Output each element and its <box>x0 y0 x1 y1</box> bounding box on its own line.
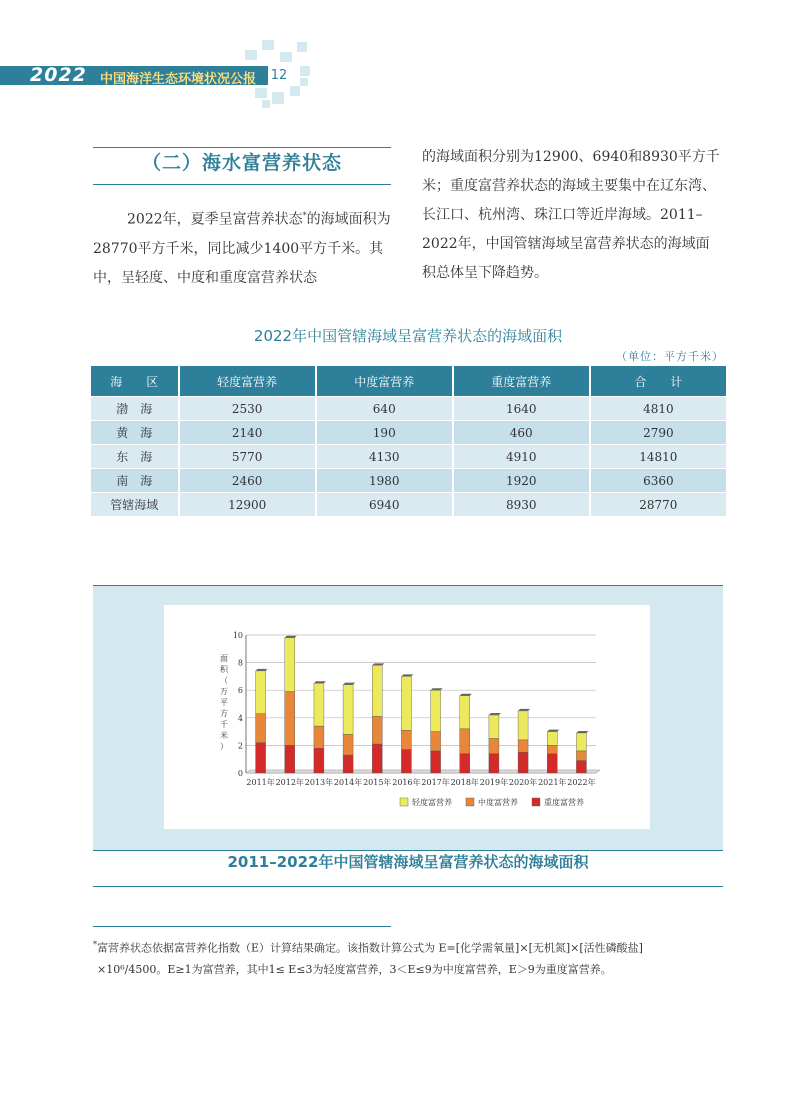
y-tick-label: 2 <box>237 741 243 751</box>
chart-canvas <box>164 605 650 829</box>
footnote <box>93 934 733 980</box>
bar-segment <box>314 683 324 726</box>
chart-caption: 2011–2022年中国管辖海域呈富营养状态的海域面积 <box>93 850 723 887</box>
table-row <box>91 397 726 421</box>
table-header-row <box>91 366 726 397</box>
x-tick-label: 2022年 <box>567 778 596 787</box>
table-cell: 2140 <box>179 421 316 445</box>
bar-segment <box>547 745 557 753</box>
bar-cap <box>460 694 472 696</box>
y-axis-label-char: ） <box>220 742 228 751</box>
table-cell: 1920 <box>453 469 590 493</box>
table-cell: 管辖海域 <box>91 493 179 517</box>
section-heading <box>93 147 391 185</box>
table-cell: 黄 海 <box>91 421 179 445</box>
legend-label: 轻度富营养 <box>412 798 452 807</box>
paragraph-left: 2022年，夏季呈富营养状态*的海域面积为28770平方千米，同比减少1400平方千米。其中，呈轻度、中度和重度富营养状态 <box>93 211 391 286</box>
table-cell: 5770 <box>179 445 316 469</box>
bar-segment <box>518 752 528 773</box>
legend-swatch <box>400 798 408 806</box>
table-cell: 1640 <box>453 397 590 421</box>
eutrophication-table <box>91 366 726 516</box>
y-tick-label: 10 <box>232 631 243 640</box>
table-cell: 2460 <box>179 469 316 493</box>
bar-segment <box>401 730 411 749</box>
bar-segment <box>576 761 586 773</box>
bar-segment <box>343 734 353 755</box>
header-year: 2022 <box>30 64 87 86</box>
bar-segment <box>401 676 411 730</box>
table-cell: 1980 <box>316 469 453 493</box>
table-cell: 28770 <box>590 493 726 517</box>
bar-segment <box>460 729 470 754</box>
bar-cap <box>576 731 588 733</box>
table-cell: 2530 <box>179 397 316 421</box>
bar-cap <box>256 669 268 671</box>
footnote-divider <box>93 926 391 927</box>
bar-cap <box>285 636 297 638</box>
header-cell: 重度富营养 <box>453 366 590 397</box>
paragraph-right: 的海域面积分别为12900、6940和8930平方千米；重度富营养状态的海域主要集中在辽东湾、长江口、杭州湾、珠江口等近岸海域。2011–2022年，中国管辖海域呈富营养状态的海域面积总体呈下降趋势。 <box>422 149 720 281</box>
x-tick-label: 2012年 <box>275 778 304 787</box>
x-tick-label: 2014年 <box>333 778 363 787</box>
table-row <box>91 421 726 445</box>
bar-cap <box>343 683 355 685</box>
bar-segment <box>285 745 295 773</box>
x-tick-label: 2021年 <box>538 778 567 787</box>
table-cell: 4810 <box>590 397 726 421</box>
x-tick-label: 2016年 <box>392 778 421 787</box>
table-unit: （单位：平方千米） <box>616 350 724 363</box>
page-header <box>0 0 805 110</box>
y-axis-label-char: 米 <box>220 731 228 740</box>
y-axis-label-char: 方 <box>220 709 228 718</box>
bar-cap <box>431 688 443 690</box>
bar-segment <box>518 740 528 752</box>
bar-segment <box>489 715 499 738</box>
y-axis-label-char: 积 <box>220 665 228 674</box>
bar-segment <box>460 754 470 773</box>
y-axis-label-char: 面 <box>220 654 228 663</box>
table-cell: 640 <box>316 397 453 421</box>
bar-segment <box>372 716 382 744</box>
bar-segment <box>285 692 295 746</box>
table-cell: 渤 海 <box>91 397 179 421</box>
table-cell: 东 海 <box>91 445 179 469</box>
header-title: 中国海洋生态环境状况公报 <box>100 72 257 87</box>
legend-label: 中度富营养 <box>478 798 518 807</box>
table-cell: 南 海 <box>91 469 179 493</box>
x-tick-label: 2013年 <box>304 778 334 787</box>
bar-segment <box>431 751 441 773</box>
y-tick-label: 6 <box>237 686 243 696</box>
header-cell: 合 计 <box>590 366 726 397</box>
header-cell: 中度富营养 <box>316 366 453 397</box>
table-cell: 6360 <box>590 469 726 493</box>
table-cell: 14810 <box>590 445 726 469</box>
table-row <box>91 469 726 493</box>
y-axis-label-char: 千 <box>220 720 228 729</box>
x-tick-label: 2011年 <box>246 778 275 787</box>
bar-segment <box>256 743 266 773</box>
footnote-line-2: ×10⁶/4500。E≥1为富营养，其中1≤ E≤3为轻度富营养，3＜E≤9为中度富营养，E＞9为重度富营养。 <box>97 962 612 976</box>
bar-segment <box>431 732 441 751</box>
bar-segment <box>547 732 557 746</box>
table-cell: 4130 <box>316 445 453 469</box>
x-tick-label: 2019年 <box>479 778 509 787</box>
bar-cap <box>547 730 559 732</box>
table-row <box>91 493 726 517</box>
header-cell: 海 区 <box>91 366 179 397</box>
y-tick-label: 4 <box>237 713 243 723</box>
bar-segment <box>547 754 557 773</box>
bar-segment <box>576 733 586 751</box>
x-tick-label: 2018年 <box>450 778 479 787</box>
x-axis-floor <box>246 770 600 773</box>
y-axis-label-char: 平 <box>220 698 228 707</box>
table-cell: 6940 <box>316 493 453 517</box>
bar-segment <box>460 696 470 729</box>
y-axis-label-char: 万 <box>220 687 228 696</box>
footnote-line-1: *富营养状态依据富营养化指数（E）计算结果确定。该指数计算公式为 E=[化学需氧量]×[无机氮]×[活性磷酸盐] <box>93 940 643 955</box>
table-cell: 12900 <box>179 493 316 517</box>
bar-segment <box>431 690 441 731</box>
page-number: 12 <box>266 66 290 85</box>
bar-segment <box>256 714 266 743</box>
table-row <box>91 445 726 469</box>
bar-segment <box>285 638 295 692</box>
x-tick-label: 2017年 <box>421 778 450 787</box>
bar-segment <box>256 671 266 714</box>
section-title: （二）海水富营养状态 <box>141 152 342 174</box>
table-cell: 2790 <box>590 421 726 445</box>
bar-segment <box>401 750 411 773</box>
x-tick-label: 2020年 <box>508 778 538 787</box>
table-cell: 8930 <box>453 493 590 517</box>
bar-segment <box>343 755 353 773</box>
table-cell: 4910 <box>453 445 590 469</box>
bar-cap <box>489 713 501 715</box>
header-cell: 轻度富营养 <box>179 366 316 397</box>
legend-swatch <box>466 798 474 806</box>
footnote-text-1: 富营养状态依据富营养化指数（E）计算结果确定。该指数计算公式为 E=[化学需氧量]×[无机氮]×[活性磷酸盐] <box>97 941 643 955</box>
table-title: 2022年中国管辖海域呈富营养状态的海域面积 <box>253 327 563 345</box>
bar-segment <box>314 748 324 773</box>
bar-cap <box>518 709 530 711</box>
stacked-bar-chart <box>164 605 650 829</box>
x-tick-label: 2015年 <box>363 778 392 787</box>
bar-segment <box>489 754 499 773</box>
y-tick-label: 0 <box>237 769 243 778</box>
bar-cap <box>314 681 326 683</box>
bar-segment <box>314 726 324 748</box>
table-cell: 460 <box>453 421 590 445</box>
y-tick-label: 8 <box>237 658 243 668</box>
bar-segment <box>372 665 382 716</box>
legend-label: 重度富营养 <box>544 798 584 807</box>
table-cell: 190 <box>316 421 453 445</box>
bar-cap <box>401 674 413 676</box>
bar-segment <box>489 739 499 754</box>
y-axis-label-char: （ <box>220 676 228 685</box>
bar-segment <box>372 744 382 773</box>
bar-segment <box>576 751 586 761</box>
bar-segment <box>343 685 353 735</box>
bar-segment <box>518 711 528 740</box>
bar-cap <box>372 663 384 665</box>
legend-swatch <box>532 798 540 806</box>
